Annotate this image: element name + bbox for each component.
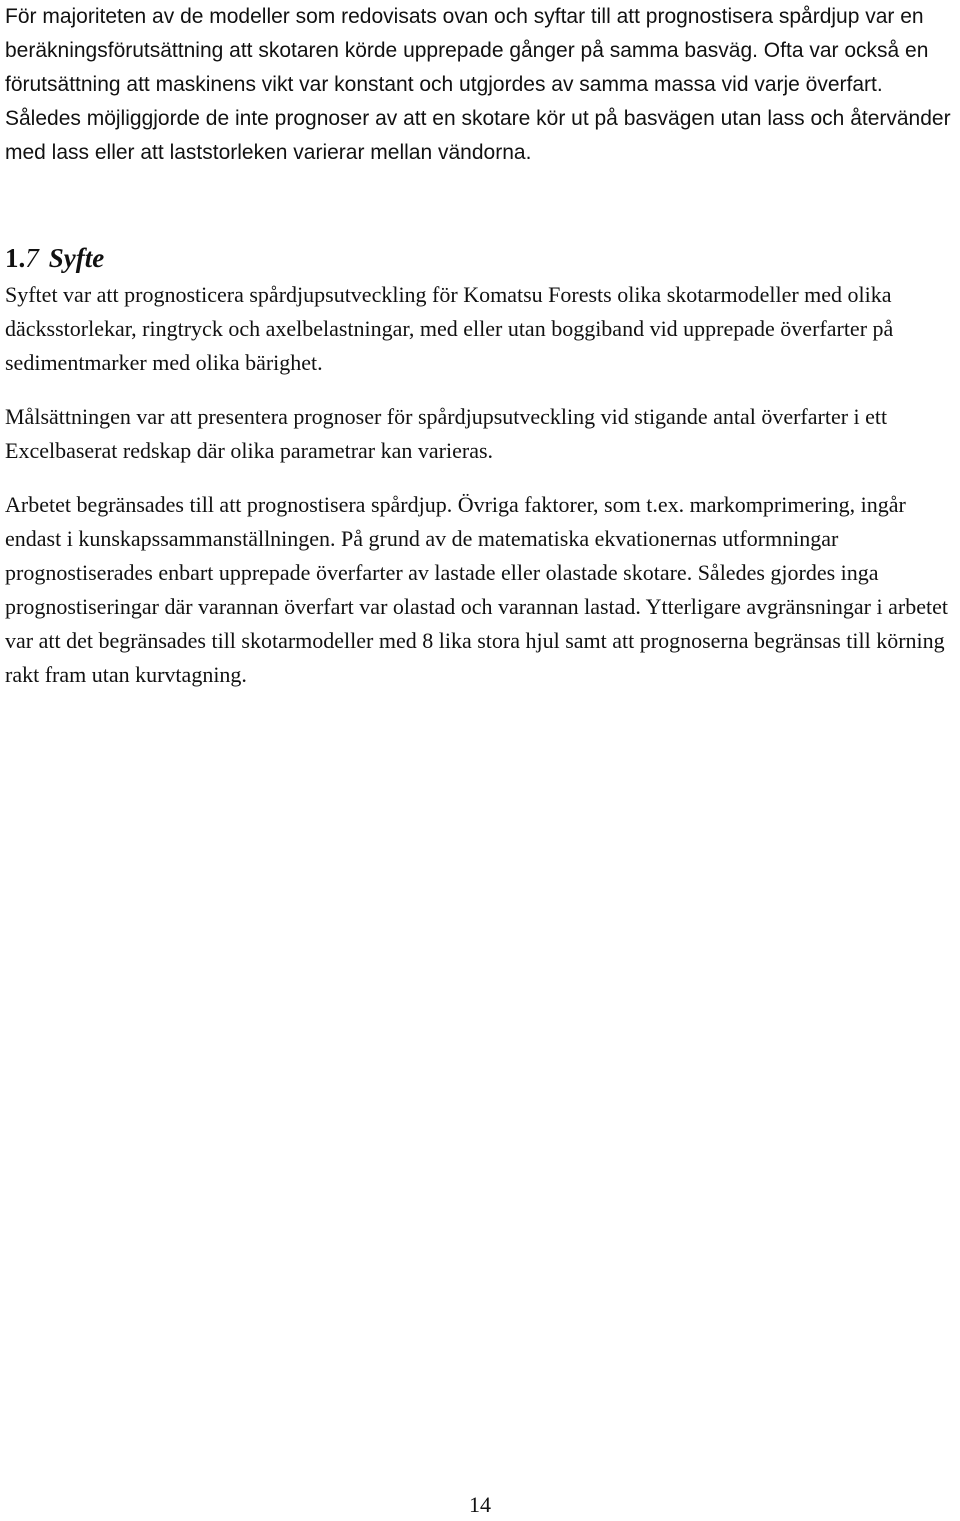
section-title: Syfte xyxy=(48,243,105,273)
page-number: 14 xyxy=(469,1492,491,1517)
section-number-major: 1. xyxy=(5,243,26,273)
body-paragraph-goal: Målsättningen var att presentera prognoser för spårdjupsutveckling vid stigande antal överfarter i ett Excelbaserat redskap där olika parametrar kan varieras. xyxy=(5,404,888,463)
section-heading xyxy=(5,240,104,276)
body-paragraph-purpose: Syftet var att prognosticera spårdjupsutveckling för Komatsu Forests olika skotarmodeller med olika däcksstorlekar, ringtryck och axelbelastningar, med eller utan boggiband vid upprepade överfarter på sedimentmarker med olika bärighet. xyxy=(5,282,894,375)
intro-paragraph: För majoriteten av de modeller som redovisats ovan och syftar till att prognostisera spårdjup var en beräkningsförutsättning att skotaren körde upprepade gånger på samma basväg. Ofta var också en förutsättning att maskinens vikt var konstant och utgjordes av samma massa vid varje överfart. Således möjliggjorde de inte prognoser av att en skotare kör ut på basvägen utan lass och återvänder med lass eller att laststorleken varierar mellan vändorna. xyxy=(5,5,951,164)
body-paragraph-limitations: Arbetet begränsades till att prognostisera spårdjup. Övriga faktorer, som t.ex. markomprimering, ingår endast i kunskapssammanställningen. På grund av de matematiska ekvationernas utformningar prognostiserades enbart upprepade överfarter av lastade eller olastade skotare. Således gjordes inga prognostiseringar där varannan överfart var olastad och varannan lastad. Ytterligare avgränsningar i arbetet var att det begränsades till skotarmodeller med 8 lika stora hjul samt att prognoserna begränsas till körning rakt fram utan kurvtagning. xyxy=(5,492,948,687)
section-number-minor: 7 xyxy=(25,243,39,273)
